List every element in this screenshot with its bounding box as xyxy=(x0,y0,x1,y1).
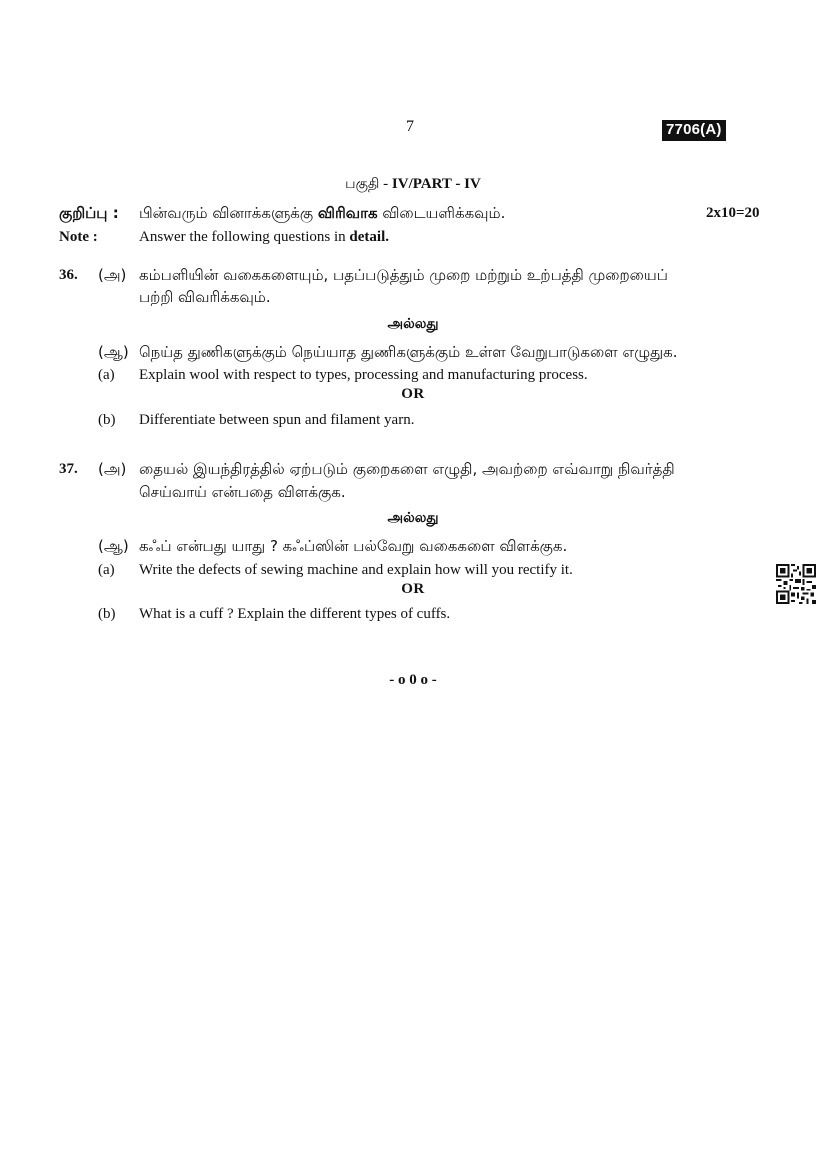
or-english: OR xyxy=(401,581,425,597)
option-a-tamil-line2: செய்வாய் என்பதை விளக்குக. xyxy=(139,483,346,501)
part-title-separator: - xyxy=(379,176,392,192)
or-tamil: அல்லது xyxy=(387,510,439,526)
question-number: 36. xyxy=(59,267,78,283)
option-b-tamil: நெய்த துணிகளுக்கும் நெய்யாத துணிகளுக்கும் உள்ள வேறுபாடுகளை எழுதுக. xyxy=(139,343,678,361)
option-a-english: Write the defects of sewing machine and explain how will you rectify it. xyxy=(139,562,573,578)
page-number: 7 xyxy=(406,118,414,135)
option-a-tamil-line1: கம்பளியின் வகைகளையும், பதப்படுத்தும் முறை மற்றும் உற்பத்தி முறையைப் xyxy=(139,266,668,284)
option-a-label: (a) xyxy=(98,367,115,383)
note-english-text xyxy=(139,227,389,247)
part-title xyxy=(0,176,826,194)
note-english-label: Note : xyxy=(59,229,98,245)
part-title-english: IV/PART - IV xyxy=(391,176,481,192)
option-b-english: What is a cuff ? Explain the different types of cuffs. xyxy=(139,606,451,622)
or-tamil: அல்லது xyxy=(387,316,439,332)
note-tamil-text xyxy=(139,203,505,223)
option-a-label: (a) xyxy=(98,562,115,578)
note-english-text-bold: detail. xyxy=(349,229,389,245)
option-a-tamil-line2: பற்றி விவரிக்கவும். xyxy=(139,288,271,306)
option-a-tamil-label: (அ) xyxy=(98,266,127,284)
note-tamil-label: குறிப்பு : xyxy=(59,204,119,222)
option-b-english: Differentiate between spun and filament yarn. xyxy=(139,412,415,428)
note-tamil-text-bold: விரிவாக xyxy=(317,204,378,222)
part-title-tamil: பகுதி xyxy=(345,176,380,192)
option-b-tamil: கஃப் என்பது யாது ? கஃப்ஸின் பல்வேறு வகைகளை விளக்குக. xyxy=(139,537,568,555)
paper-code-badge: 7706(A) xyxy=(662,120,726,141)
option-b-tamil-label: (ஆ) xyxy=(98,537,129,555)
note-tamil-text-before: பின்வரும் வினாக்களுக்கு xyxy=(139,204,318,222)
option-b-label: (b) xyxy=(98,606,116,622)
option-b-label: (b) xyxy=(98,412,116,428)
marks-label: 2x10=20 xyxy=(706,205,760,221)
end-of-paper-mark: - o 0 o - xyxy=(389,672,437,688)
or-english: OR xyxy=(401,386,425,402)
option-a-tamil-label: (அ) xyxy=(98,460,127,478)
option-a-tamil-line1: தையல் இயந்திரத்தில் ஏற்படும் குறைகளை எழுதி, அவற்றை எவ்வாறு நிவர்த்தி xyxy=(139,460,675,478)
option-a-english: Explain wool with respect to types, processing and manufacturing process. xyxy=(139,367,588,383)
note-english-text-before: Answer the following questions in xyxy=(139,229,350,245)
note-tamil-text-after: விடையளிக்கவும். xyxy=(377,204,506,222)
qr-code xyxy=(776,564,816,604)
question-number: 37. xyxy=(59,461,78,477)
option-b-tamil-label: (ஆ) xyxy=(98,343,129,361)
